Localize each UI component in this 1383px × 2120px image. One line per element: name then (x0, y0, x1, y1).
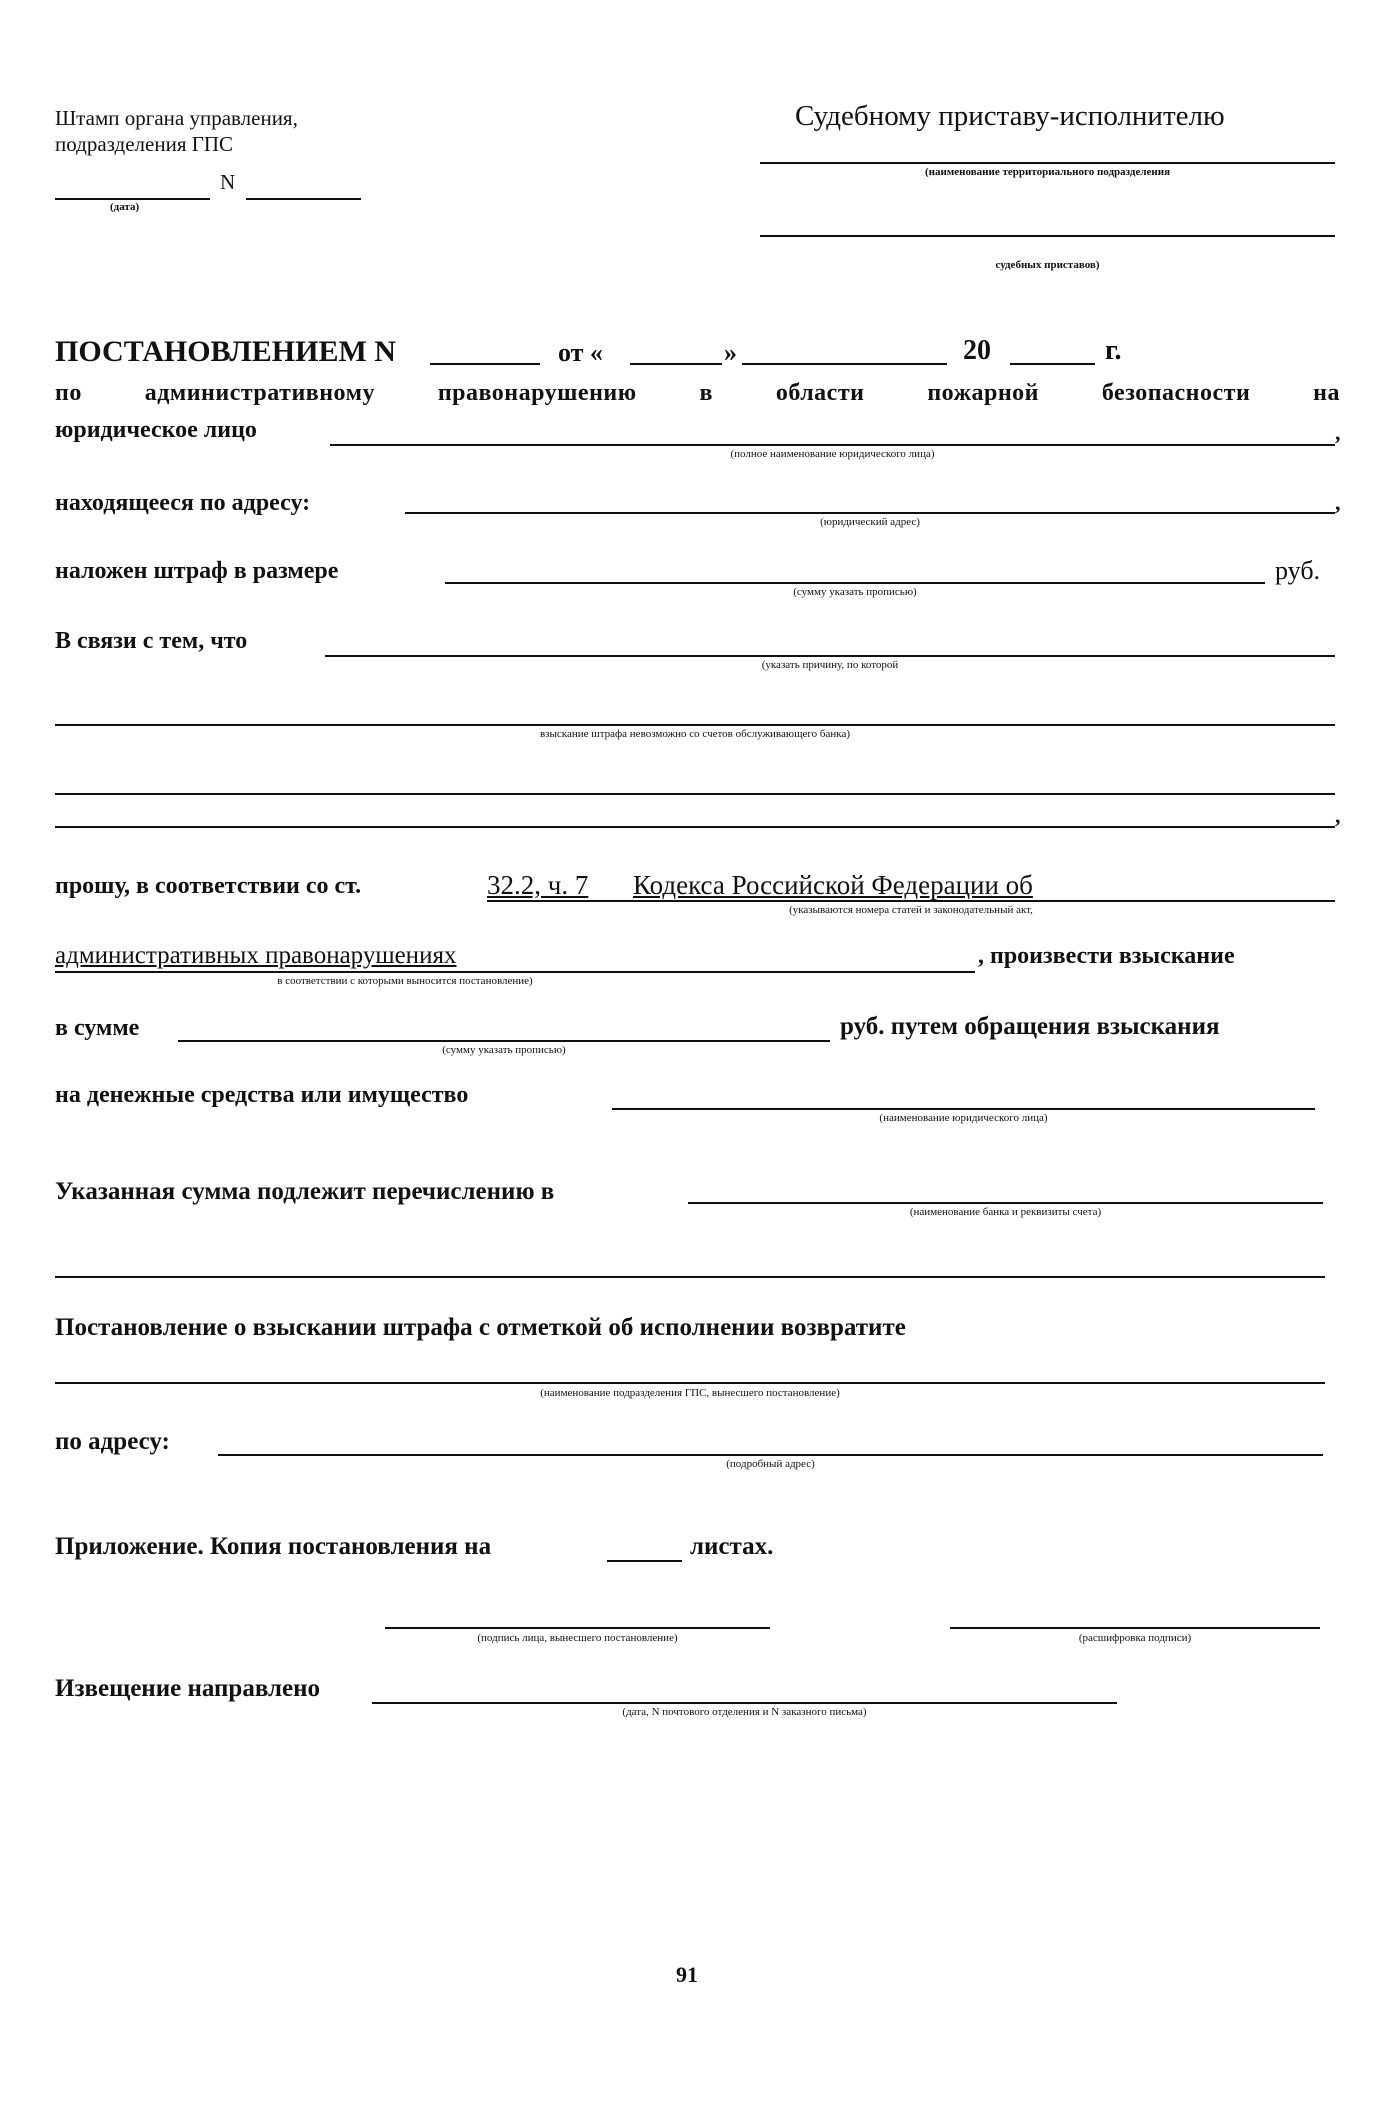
signature-caption: (подпись лица, вынесшего постановление) (477, 1632, 678, 1644)
title-year-line (1010, 363, 1095, 365)
address-label: находящееся по адресу: (55, 490, 311, 516)
reason-line1 (325, 655, 1335, 657)
attachment-tail: листах. (690, 1533, 774, 1560)
title-year-suffix: г. (1105, 335, 1122, 366)
body-line1: по административному правонарушению в области пожарной безопасности на (55, 380, 1340, 406)
legal-entity-line (330, 444, 1335, 446)
page-number: 91 (676, 1962, 698, 1987)
address-caption: (юридический адрес) (820, 516, 920, 528)
title-quote-close: » (724, 338, 737, 367)
fine-currency: руб. (1275, 556, 1321, 585)
code-cont: административных правонарушениях (55, 942, 457, 969)
title-number-line (430, 363, 540, 365)
sum-tail: руб. путем обращения взыскания (840, 1013, 1220, 1040)
reason-caption1: (указать причину, по которой (761, 659, 899, 671)
fine-label: наложен штраф в размере (55, 558, 339, 584)
title-row (55, 335, 396, 369)
stamp-n: N (220, 170, 236, 194)
address-comma: , (1335, 490, 1341, 515)
reason-line3 (55, 793, 1335, 795)
recipient-title: Судебному приставу-исполнителю (795, 100, 1225, 132)
return-line (55, 1382, 1325, 1384)
request-label: прошу, в соответствии со ст. (55, 873, 362, 899)
address-line (405, 512, 1335, 514)
title-from: от « (558, 338, 603, 367)
legal-entity-comma: , (1335, 420, 1341, 445)
stamp-block (55, 105, 298, 157)
reason-caption2: взыскание штрафа невозможно со счетов обслуживающего банка) (539, 728, 851, 740)
stamp-line1: Штамп органа управления, (55, 106, 298, 130)
return-address-label: по адресу: (55, 1428, 170, 1455)
signature-name-caption: (расшифровка подписи) (1078, 1632, 1192, 1644)
return-address-line (218, 1454, 1323, 1456)
signature-line (385, 1627, 770, 1629)
transfer-line (688, 1202, 1323, 1204)
reason-line2 (55, 724, 1335, 726)
attachment-line (607, 1560, 682, 1562)
stamp-number-line (246, 198, 361, 200)
fine-caption: (сумму указать прописью) (793, 586, 917, 598)
attachment-label: Приложение. Копия постановления на (55, 1533, 492, 1560)
collect-label: , произвести взыскание (978, 943, 1235, 969)
fine-line (445, 582, 1265, 584)
funds-label: на денежные средства или имущество (55, 1082, 469, 1108)
code-caption: в соответствии с которыми выносится постановление) (277, 975, 533, 987)
request-article: 32.2, ч. 7 (487, 870, 589, 900)
recipient-line1 (760, 162, 1335, 164)
title-year-prefix: 20 (963, 335, 991, 366)
transfer-line2 (55, 1276, 1325, 1278)
recipient-line2 (760, 235, 1335, 237)
return-address-caption: (подробный адрес) (726, 1458, 815, 1470)
request-caption: (указываются номера статей и законодательный акт, (789, 904, 1033, 916)
stamp-date-line (55, 198, 210, 200)
funds-line (612, 1108, 1315, 1110)
sum-label: в сумме (55, 1015, 140, 1041)
funds-caption: (наименование юридического лица) (879, 1112, 1048, 1124)
stamp-date-caption: (дата) (110, 201, 140, 213)
recipient-caption2: судебных приставов) (995, 259, 1100, 271)
notice-caption: (дата, N почтового отделения и N заказного письма) (622, 1706, 867, 1718)
request-line (487, 900, 1335, 902)
title-month-line (742, 363, 947, 365)
recipient-caption1: (наименование территориального подразделения (924, 166, 1171, 178)
transfer-caption: (наименование банка и реквизиты счета) (909, 1206, 1102, 1218)
title-day-line (630, 363, 722, 365)
legal-entity-label: юридическое лицо (55, 417, 257, 443)
notice-label: Извещение направлено (55, 1675, 321, 1702)
return-label: Постановление о взыскании штрафа с отметкой об исполнении возвратите (55, 1314, 906, 1341)
reason-comma: , (1335, 803, 1341, 828)
transfer-label: Указанная сумма подлежит перечислению в (55, 1178, 555, 1205)
stamp-line2: подразделения ГПС (55, 132, 234, 156)
signature-name-line (950, 1627, 1320, 1629)
reason-label: В связи с тем, что (55, 628, 248, 654)
request-code: Кодекса Российской Федерации об (633, 870, 1033, 900)
sum-line (178, 1040, 830, 1042)
reason-line4 (55, 826, 1335, 828)
title-text: ПОСТАНОВЛЕНИЕМ N (55, 335, 396, 368)
return-caption: (наименование подразделения ГПС, вынесшего постановление) (540, 1387, 840, 1399)
legal-entity-caption: (полное наименование юридического лица) (730, 448, 935, 460)
sum-caption: (сумму указать прописью) (442, 1044, 566, 1056)
code-line (55, 971, 975, 973)
notice-line (372, 1702, 1117, 1704)
